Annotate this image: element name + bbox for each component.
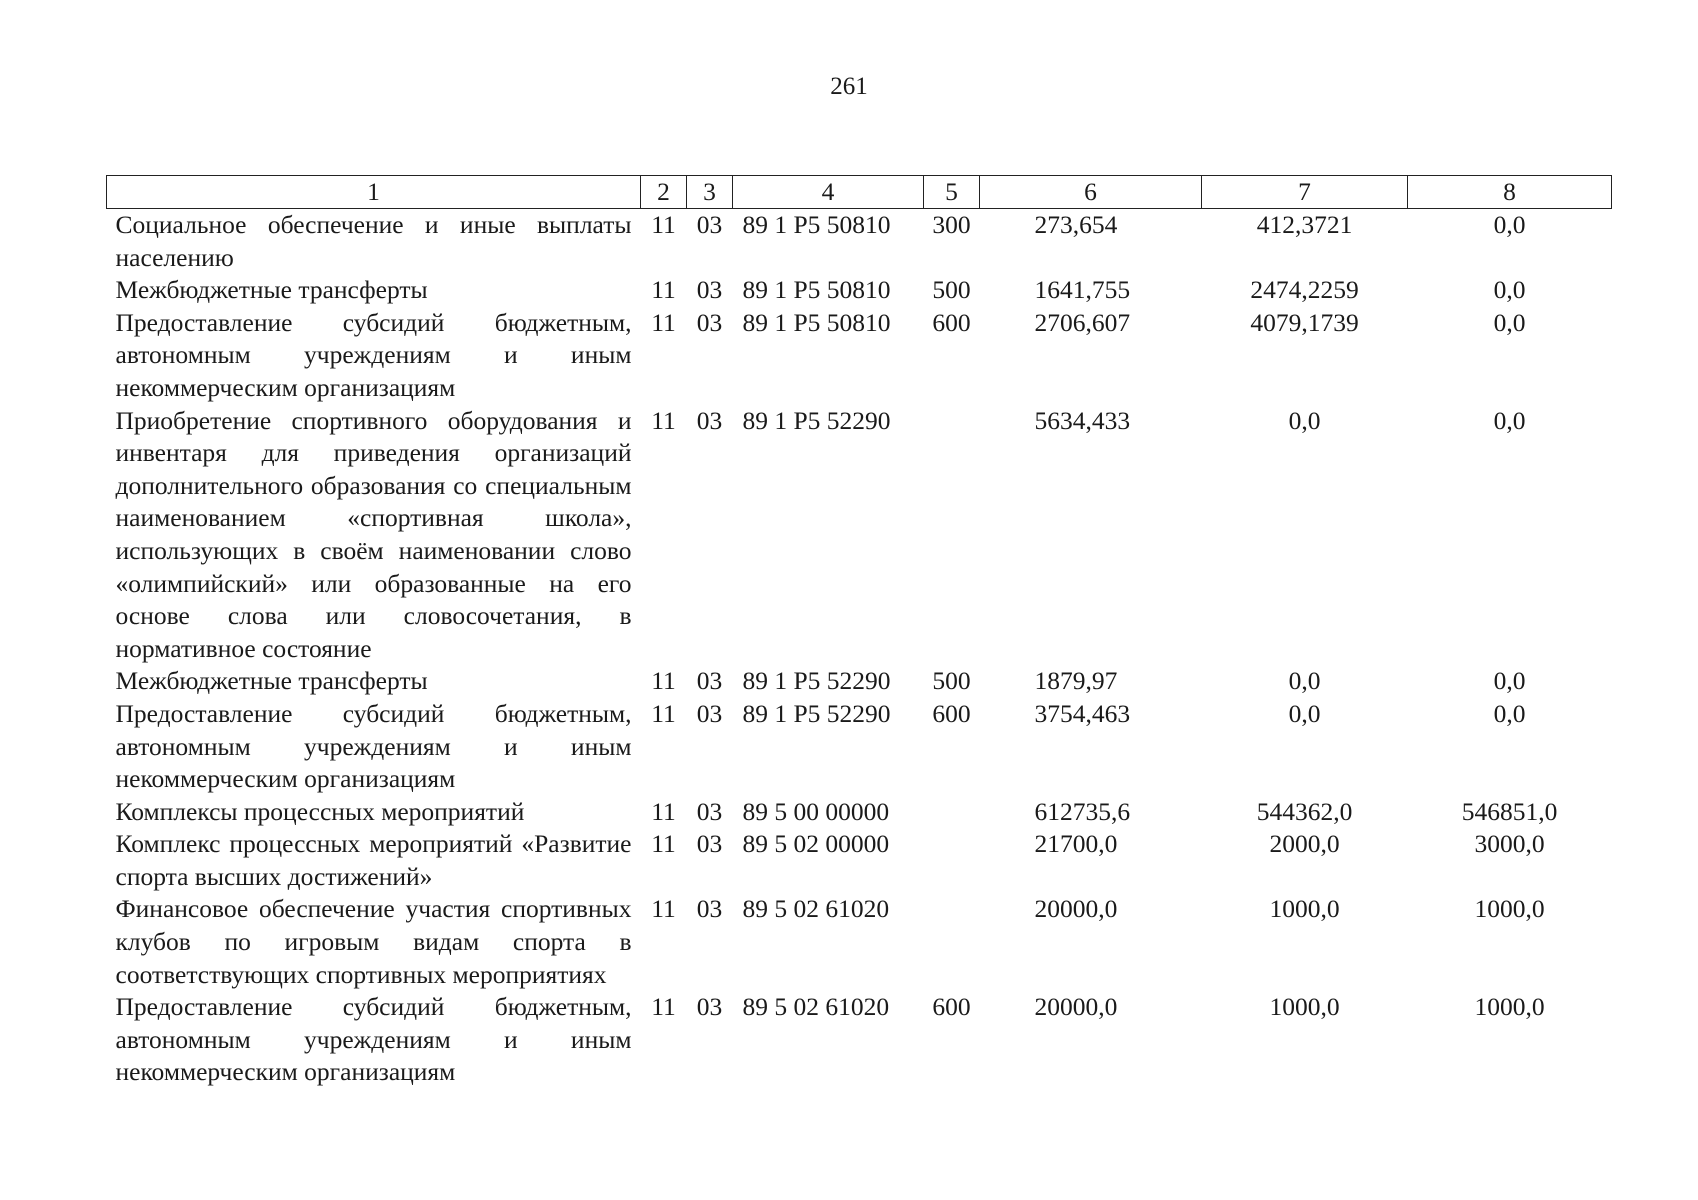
row-name-cell: Предоставление субсидий бюджетным, автономным учреждениям и иным некоммерческим организациям: [115, 698, 632, 794]
amount-col6-cell: 5634,433: [1034, 405, 1131, 435]
header-row: [107, 176, 1612, 209]
amount-col8-cell: 0,0: [1493, 210, 1526, 239]
subsection-cell: 03: [696, 210, 723, 239]
section-cell: 11: [651, 210, 676, 239]
amount-col7-cell: 544362,0: [1256, 796, 1353, 826]
table-row: [107, 405, 1612, 666]
page-number: 261: [830, 73, 868, 100]
subsection-cell: 03: [696, 698, 723, 728]
amount-col6-cell: 2706,607: [1034, 307, 1131, 337]
section-cell: 11: [651, 829, 676, 859]
budget-table: [106, 175, 1612, 1089]
amount-col8-cell: 3000,0: [1474, 829, 1545, 859]
amount-col8-cell: 0,0: [1493, 666, 1526, 696]
amount-col6-cell: 20000,0: [1034, 894, 1118, 924]
column-header: 8: [1408, 176, 1612, 209]
target-article-cell: 89 1 Р5 52290: [742, 698, 891, 728]
target-article-cell: 89 1 Р5 52290: [742, 405, 891, 435]
row-name-cell: Предоставление субсидий бюджетным, автономным учреждениям и иным некоммерческим организациям: [115, 307, 632, 402]
amount-col7-cell: 2474,2259: [1250, 275, 1359, 305]
subsection-cell: 03: [696, 307, 723, 337]
column-header: 1: [107, 176, 641, 209]
target-article-cell: 89 1 Р5 52290: [742, 666, 891, 696]
table-row: [107, 209, 1612, 275]
amount-col6-cell: 1641,755: [1034, 275, 1131, 305]
amount-col7-cell: 1000,0: [1269, 894, 1340, 924]
section-cell: 11: [651, 405, 676, 435]
amount-col8-cell: 0,0: [1493, 698, 1526, 728]
target-article-cell: 89 5 02 00000: [742, 829, 890, 859]
expense-type-cell: 500: [932, 666, 971, 696]
amount-col7-cell: 412,3721: [1256, 210, 1353, 239]
expense-type-cell: 500: [932, 275, 971, 305]
row-name-cell: Комплексы процессных мероприятий: [115, 796, 525, 826]
amount-col8-cell: 546851,0: [1461, 796, 1558, 826]
row-name-cell: Финансовое обеспечение участия спортивных клубов по игровым видам спорта в соответствующих спортивных мероприятиях: [115, 894, 632, 989]
table-row: [107, 274, 1612, 307]
amount-col8-cell: 0,0: [1493, 405, 1526, 435]
column-header: 5: [924, 176, 980, 209]
row-name-cell: Социальное обеспечение и иные выплаты населению: [115, 210, 632, 272]
column-header: 7: [1202, 176, 1408, 209]
amount-col7-cell: 1000,0: [1269, 992, 1340, 1022]
target-article-cell: 89 1 Р5 50810: [742, 307, 891, 337]
section-cell: 11: [651, 307, 676, 337]
section-cell: 11: [651, 666, 676, 696]
column-header: 2: [641, 176, 687, 209]
expense-type-cell: [924, 796, 980, 829]
target-article-cell: 89 1 Р5 50810: [742, 210, 891, 239]
amount-col6-cell: 21700,0: [1034, 829, 1118, 859]
row-name-cell: Приобретение спортивного оборудования и инвентаря для приведения организаций дополнительного образования со специальным наименованием «спортивная школа», использующих в своём наименовании слово «олимпийский» или образованные на его основе слова или словосочетания, в нормативное состояние: [115, 405, 632, 663]
target-article-cell: 89 5 00 00000: [742, 796, 890, 826]
subsection-cell: 03: [696, 992, 723, 1022]
subsection-cell: 03: [696, 796, 723, 826]
subsection-cell: 03: [696, 405, 723, 435]
row-name-cell: Межбюджетные трансферты: [115, 666, 428, 696]
subsection-cell: 03: [696, 829, 723, 859]
subsection-cell: 03: [696, 894, 723, 924]
section-cell: 11: [651, 796, 676, 826]
amount-col7-cell: 0,0: [1288, 666, 1321, 696]
subsection-cell: 03: [696, 275, 723, 305]
table-row: [107, 307, 1612, 405]
amount-col6-cell: 1879,97: [1034, 666, 1118, 696]
section-cell: 11: [651, 894, 676, 924]
row-name-cell: Комплекс процессных мероприятий «Развитие спорта высших достижений»: [115, 829, 632, 891]
amount-col7-cell: 2000,0: [1269, 829, 1340, 859]
amount-col6-cell: 612735,6: [1034, 796, 1131, 826]
expense-type-cell: 600: [932, 698, 971, 728]
row-name-cell: Межбюджетные трансферты: [115, 275, 428, 305]
amount-col6-cell: 273,654: [1034, 210, 1118, 239]
expense-type-cell: [924, 828, 980, 893]
column-header: 3: [687, 176, 733, 209]
subsection-cell: 03: [696, 666, 723, 696]
expense-type-cell: [924, 893, 980, 991]
amount-col7-cell: 4079,1739: [1250, 307, 1359, 337]
row-name-cell: Предоставление субсидий бюджетным, автономным учреждениям и иным некоммерческим организациям: [115, 992, 632, 1087]
amount-col8-cell: 1000,0: [1474, 992, 1545, 1022]
target-article-cell: 89 5 02 61020: [742, 992, 890, 1022]
amount-col8-cell: 0,0: [1493, 275, 1526, 305]
column-header: 6: [980, 176, 1202, 209]
amount-col8-cell: 0,0: [1493, 307, 1526, 337]
amount-col7-cell: 0,0: [1288, 405, 1321, 435]
amount-col8-cell: 1000,0: [1474, 894, 1545, 924]
table-row: [107, 698, 1612, 796]
expense-type-cell: [924, 405, 980, 666]
table-row: [107, 665, 1612, 698]
expense-type-cell: 300: [932, 210, 971, 239]
target-article-cell: 89 1 Р5 50810: [742, 275, 891, 305]
section-cell: 11: [651, 992, 676, 1022]
table-row: [107, 828, 1612, 893]
expense-type-cell: 600: [932, 307, 971, 337]
target-article-cell: 89 5 02 61020: [742, 894, 890, 924]
section-cell: 11: [651, 698, 676, 728]
column-header: 4: [733, 176, 924, 209]
table-body: [107, 209, 1612, 1090]
amount-col6-cell: 3754,463: [1034, 698, 1131, 728]
table-row: [107, 796, 1612, 829]
amount-col6-cell: 20000,0: [1034, 992, 1118, 1022]
expense-type-cell: 600: [932, 992, 971, 1022]
table-row: [107, 893, 1612, 991]
amount-col7-cell: 0,0: [1288, 698, 1321, 728]
section-cell: 11: [651, 275, 676, 305]
table-row: [107, 991, 1612, 1089]
